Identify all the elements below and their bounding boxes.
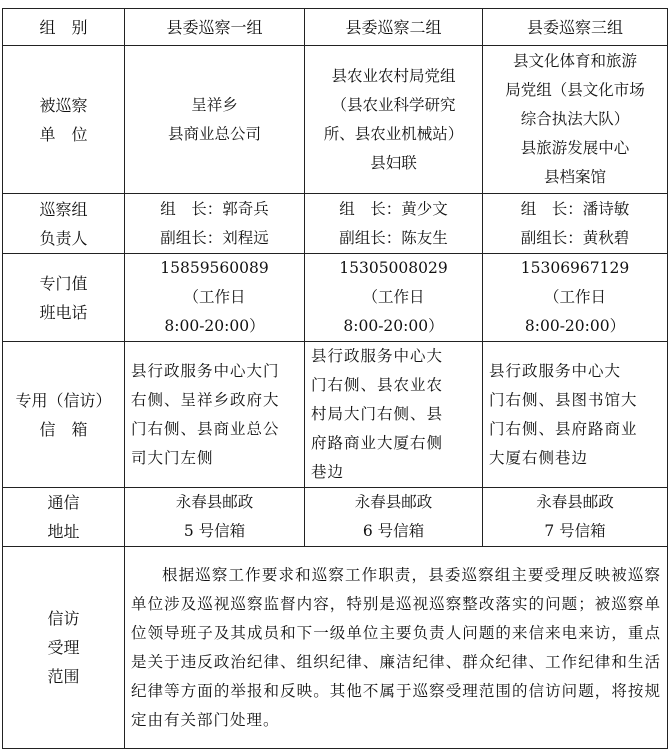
targets-row xyxy=(3,46,668,194)
targets-group-2: 县农业农村局党组 （县农业科学研究 所、县农业机械站） 县妇联 xyxy=(305,46,483,194)
mailbox-row xyxy=(3,342,668,488)
header-group-3: 县委巡察三组 xyxy=(483,9,668,46)
targets-group-1: 呈祥乡 县商业总公司 xyxy=(125,46,305,194)
header-label: 组 别 xyxy=(3,9,125,46)
address-group-1: 永春县邮政 5 号信箱 xyxy=(125,488,305,547)
address-row xyxy=(3,488,668,547)
scope-label: 信访 受理 范围 xyxy=(3,547,125,749)
scope-text: 根据巡察工作要求和巡察工作职责，县委巡察组主要受理反映被巡察单位涉及巡视巡察监督内容，特别是巡视巡察整改落实的问题；被巡察单位领导班子及其成员和下一级单位主要负责人问题的来信来电来访，重点是关于违反政治纪律、组织纪律、廉洁纪律、群众纪律、工作纪律和生活纪律等方面的举报和反映。其他不属于巡察受理范围的信访问题，将按规定由有关部门处理。 xyxy=(125,547,668,749)
phone-group-3: 15306967129 （工作日 8:00-20:00） xyxy=(483,254,668,342)
address-label: 通信 地址 xyxy=(3,488,125,547)
mailbox-group-1: 县行政服务中心大门 右侧、呈祥乡政府大 门右侧、县商业总公 司大门左侧 xyxy=(125,342,305,488)
phone-group-1: 15859560089 （工作日 8:00-20:00） xyxy=(125,254,305,342)
leaders-group-3: 组 长：潘诗敏 副组长：黄秋碧 xyxy=(483,194,668,254)
inspection-contact-table xyxy=(2,8,668,749)
header-group-2: 县委巡察二组 xyxy=(305,9,483,46)
leaders-group-2: 组 长：黄少文 副组长：陈友生 xyxy=(305,194,483,254)
phone-group-2: 15305008029 （工作日 8:00-20:00） xyxy=(305,254,483,342)
address-group-2: 永春县邮政 6 号信箱 xyxy=(305,488,483,547)
mailbox-label: 专用（信访） 信 箱 xyxy=(3,342,125,488)
mailbox-group-3: 县行政服务中心大 门右侧、县图书馆大 门右侧、县府路商业 大厦右侧巷边 xyxy=(483,342,668,488)
mailbox-group-2: 县行政服务中心大 门右侧、县农业农 村局大门右侧、县 府路商业大厦右侧 巷边 xyxy=(305,342,483,488)
address-group-3: 永春县邮政 7 号信箱 xyxy=(483,488,668,547)
leaders-row xyxy=(3,194,668,254)
phone-label: 专门值 班电话 xyxy=(3,254,125,342)
leaders-label: 巡察组 负责人 xyxy=(3,194,125,254)
leaders-group-1: 组 长：郭奇兵 副组长：刘程远 xyxy=(125,194,305,254)
header-group-1: 县委巡察一组 xyxy=(125,9,305,46)
targets-group-3: 县文化体育和旅游 局党组（县文化市场 综合执法大队） 县旅游发展中心 县档案馆 xyxy=(483,46,668,194)
phone-row xyxy=(3,254,668,342)
scope-row xyxy=(3,547,668,749)
header-row xyxy=(3,9,668,46)
targets-label: 被巡察 单 位 xyxy=(3,46,125,194)
